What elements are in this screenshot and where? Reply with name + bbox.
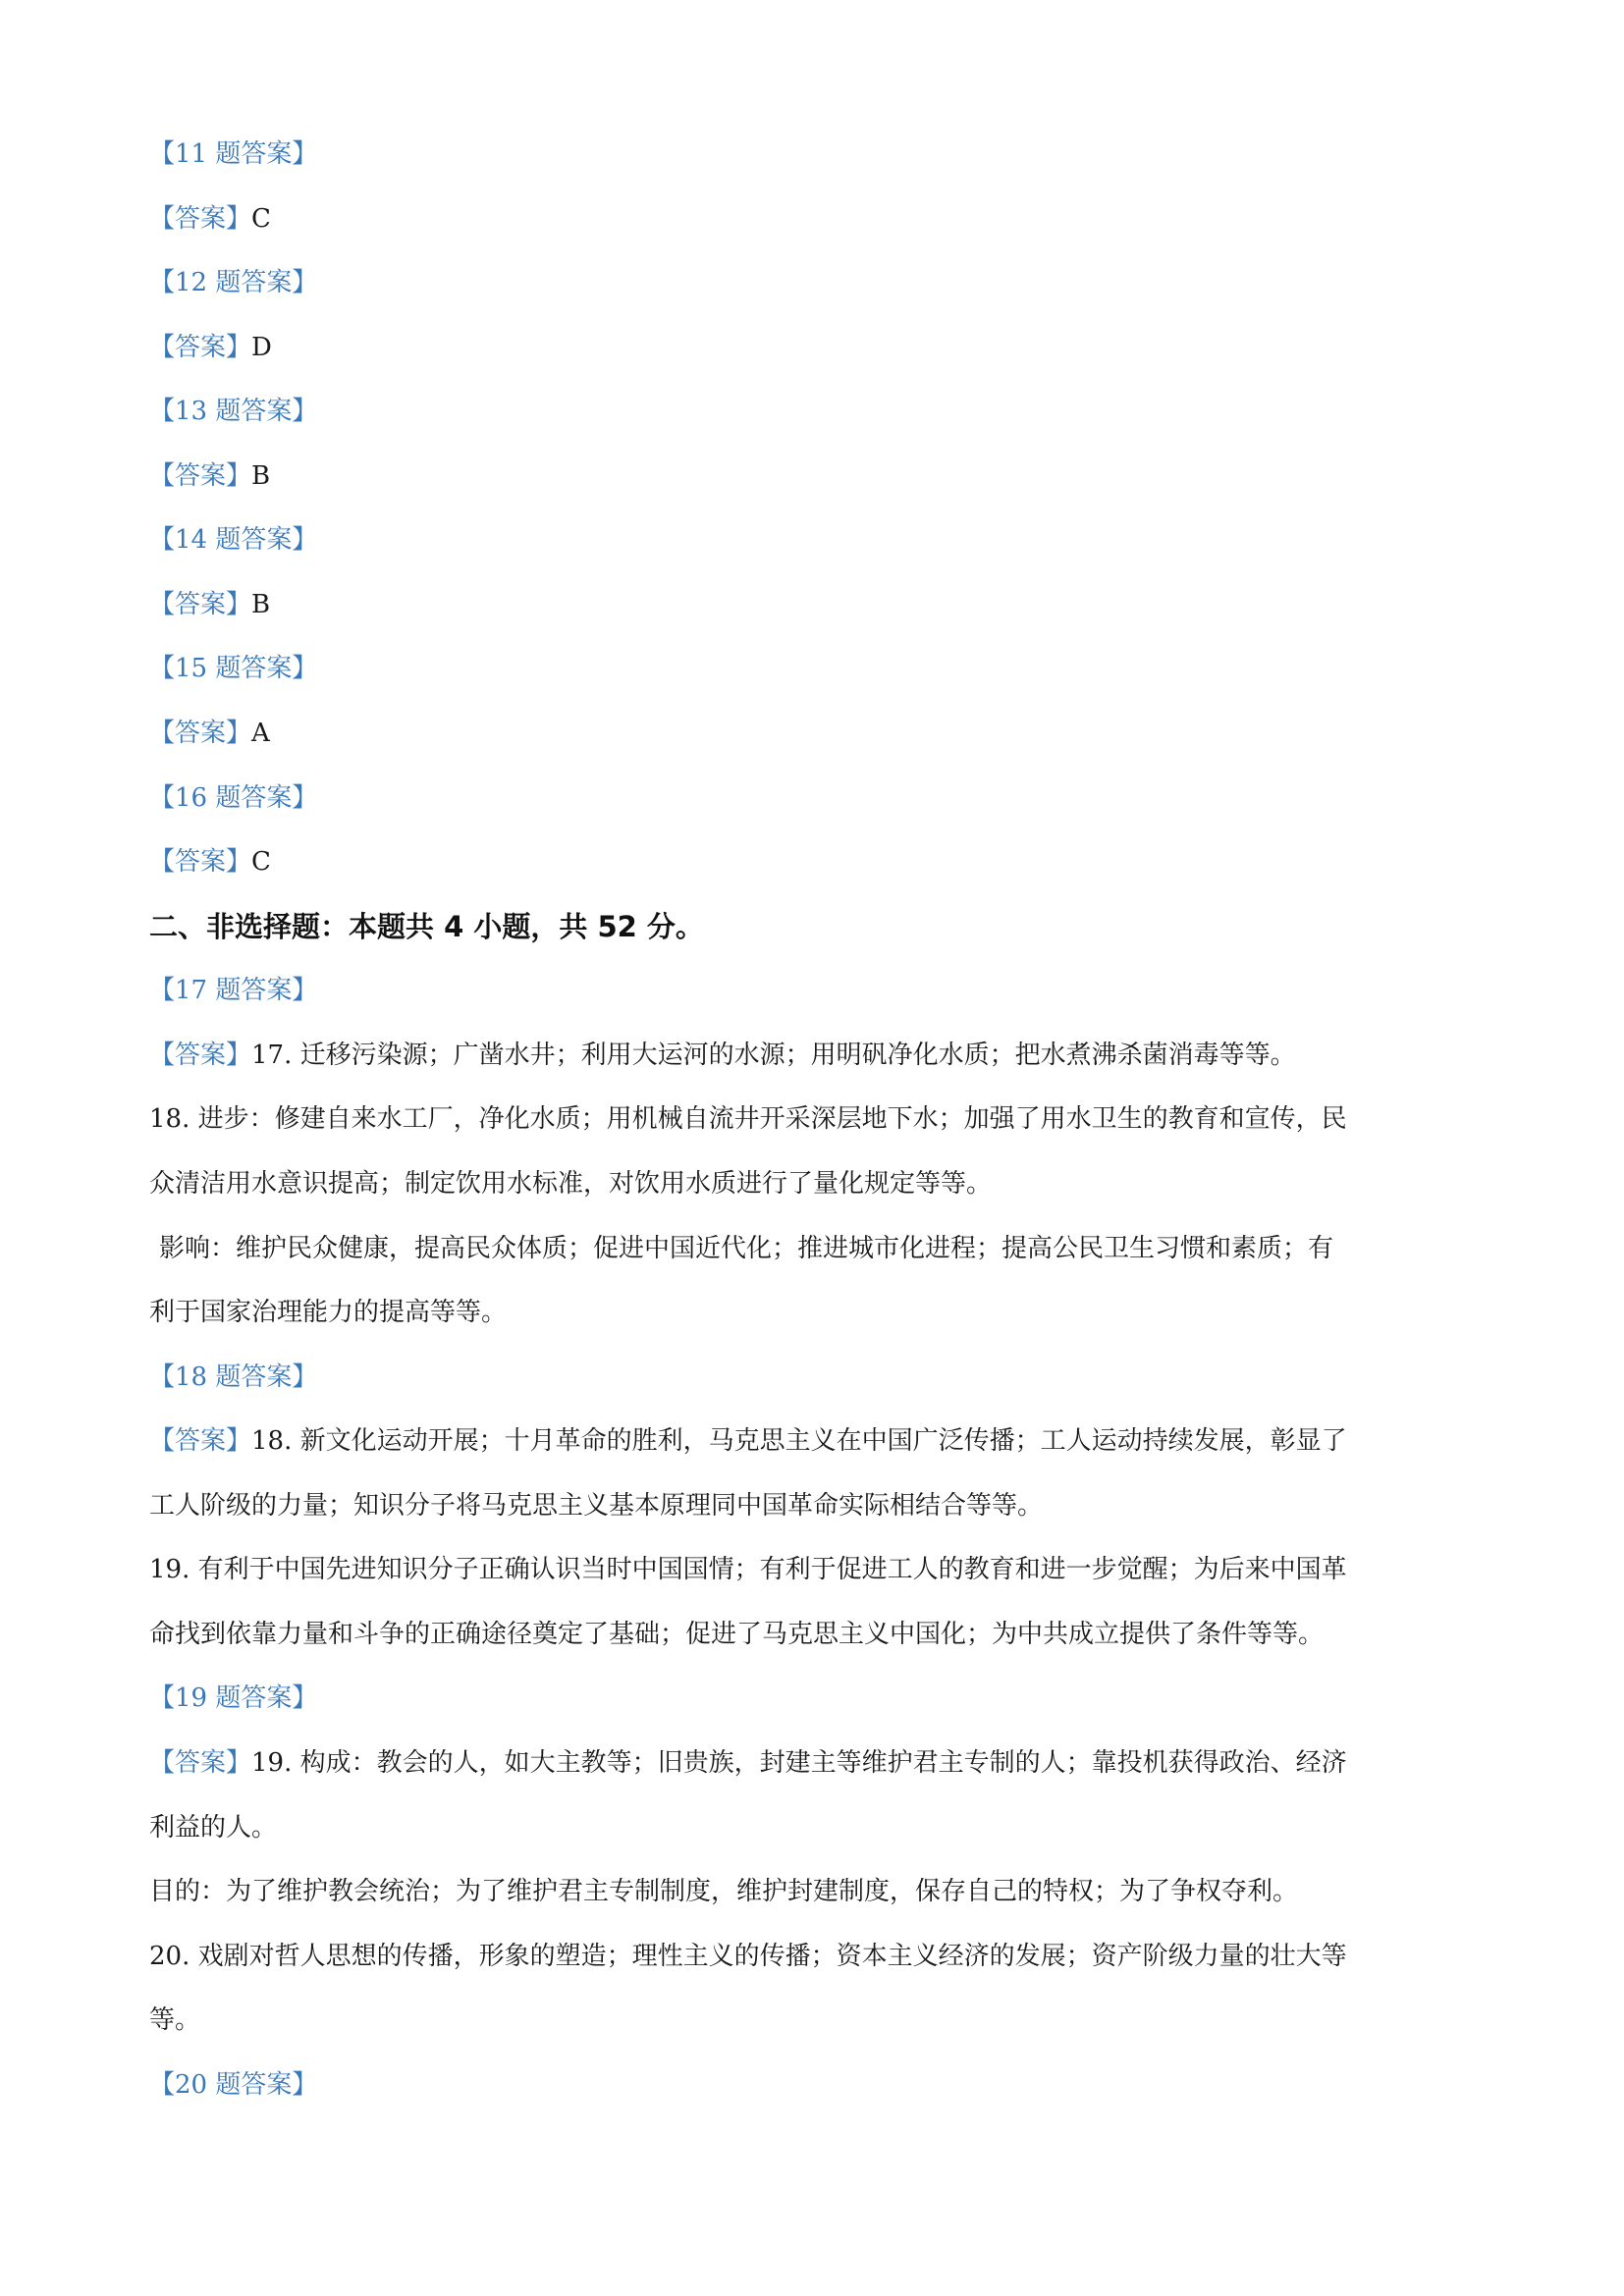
text-line: 利于国家治理能力的提高等等。 xyxy=(149,1298,508,1327)
q14-heading: 【14 题答案】 xyxy=(149,525,318,555)
answer-tag: 【答案】 xyxy=(149,204,252,234)
q20-heading: 【20 题答案】 xyxy=(149,2070,318,2100)
q18-answer xyxy=(149,1423,1485,1459)
answer-text: 19. 构成：教会的人，如大主教等；旧贵族，封建主等维护君主专制的人；靠投机获得政治、经济 xyxy=(251,1748,1347,1778)
text-line: 等。 xyxy=(149,2005,201,2035)
q17-answer xyxy=(149,1038,1485,1073)
answer-tag: 【答案】 xyxy=(149,719,252,748)
q13-heading: 【13 题答案】 xyxy=(149,397,318,426)
text-line: 众清洁用水意识提高；制定饮用水标准，对饮用水质进行了量化规定等等。 xyxy=(149,1169,993,1199)
q14-answer xyxy=(149,587,1485,622)
text-line: 利益的人。 xyxy=(149,1813,278,1842)
answer-tag: 【答案】 xyxy=(149,1041,252,1070)
q16-heading: 【16 题答案】 xyxy=(149,783,318,813)
answer-text: C xyxy=(251,847,271,877)
answer-text: A xyxy=(251,719,270,748)
answer-tag: 【答案】 xyxy=(149,590,252,619)
q18-heading: 【18 题答案】 xyxy=(149,1362,318,1392)
q12-answer xyxy=(149,330,1485,365)
answer-text: B xyxy=(251,461,271,491)
answer-tag: 【答案】 xyxy=(149,461,252,491)
q17-heading: 【17 题答案】 xyxy=(149,976,318,1005)
section-title: 二、非选择题：本题共 4 小题，共 52 分。 xyxy=(149,910,704,943)
answer-text: B xyxy=(251,590,271,619)
text-line: 19. 有利于中国先进知识分子正确认识当时中国国情；有利于促进工人的教育和进一步觉醒；为后来中国革 xyxy=(149,1555,1347,1584)
q11-answer xyxy=(149,201,1485,237)
answer-tag: 【答案】 xyxy=(149,1748,252,1778)
q15-answer xyxy=(149,716,1485,751)
q12-heading: 【12 题答案】 xyxy=(149,268,318,297)
q11-heading: 【11 题答案】 xyxy=(149,139,318,169)
q16-answer xyxy=(149,844,1485,880)
q13-answer xyxy=(149,458,1485,494)
answer-text: 18. 新文化运动开展；十月革命的胜利，马克思主义在中国广泛传播；工人运动持续发展，彰显了 xyxy=(251,1426,1347,1456)
text-line: 工人阶级的力量；知识分子将马克思主义基本原理同中国革命实际相结合等等。 xyxy=(149,1491,1044,1521)
text-line: 目的：为了维护教会统治；为了维护君主专制制度，维护封建制度，保存自己的特权；为了争权夺利。 xyxy=(149,1877,1299,1906)
answer-tag: 【答案】 xyxy=(149,847,252,877)
q19-heading: 【19 题答案】 xyxy=(149,1683,318,1713)
answer-text: D xyxy=(251,333,272,362)
q19-answer xyxy=(149,1745,1485,1781)
q15-heading: 【15 题答案】 xyxy=(149,654,318,683)
answer-text: C xyxy=(251,204,271,234)
text-line: 18. 进步：修建自来水工厂，净化水质；用机械自流井开采深层地下水；加强了用水卫生的教育和宣传，民 xyxy=(149,1104,1347,1134)
text-line: 20. 戏剧对哲人思想的传播，形象的塑造；理性主义的传播；资本主义经济的发展；资产阶级力量的壮大等 xyxy=(149,1942,1347,1971)
answer-tag: 【答案】 xyxy=(149,333,252,362)
text-line: 命找到依靠力量和斗争的正确途径奠定了基础；促进了马克思主义中国化；为中共成立提供了条件等等。 xyxy=(149,1620,1325,1649)
answer-tag: 【答案】 xyxy=(149,1426,252,1456)
text-line: 影响：维护民众健康，提高民众体质；促进中国近代化；推进城市化进程；提高公民卫生习惯和素质；有 xyxy=(159,1234,1334,1263)
answer-text: 17. 迁移污染源；广凿水井；利用大运河的水源；用明矾净化水质；把水煮沸杀菌消毒等等。 xyxy=(251,1041,1296,1070)
